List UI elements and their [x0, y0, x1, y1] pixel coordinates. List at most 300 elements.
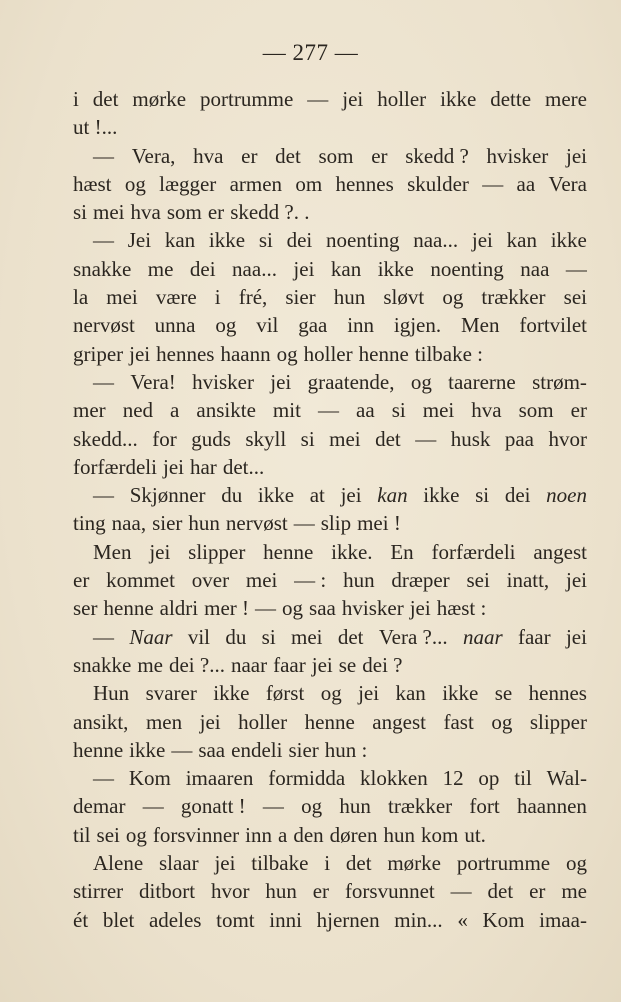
word: op [478, 766, 500, 791]
word: jei [358, 681, 380, 706]
word: jei [129, 341, 151, 366]
word: si [73, 200, 88, 225]
word: — [255, 596, 277, 621]
word: mei [245, 568, 278, 593]
word: hjernen [316, 907, 380, 932]
word: ét [73, 907, 89, 932]
word: Hun [93, 681, 130, 706]
text-line [73, 509, 587, 537]
word: det [375, 426, 401, 451]
word: ikke [442, 681, 479, 706]
word: mere [545, 87, 587, 111]
word: hvisker [341, 596, 404, 621]
word: hæst [73, 171, 112, 196]
word: mer ! [204, 596, 250, 621]
word: er [570, 398, 587, 423]
word: naa... [413, 228, 459, 253]
word: — [93, 483, 114, 508]
word: — [93, 369, 114, 394]
word: hva [471, 398, 502, 423]
word: det [487, 879, 514, 904]
word: hun : [324, 737, 368, 762]
word: — [142, 794, 164, 819]
word: jei [342, 87, 364, 111]
word: døren [329, 822, 378, 847]
word: trækker [388, 794, 453, 819]
word: hva [193, 143, 224, 168]
italic-word: naar [462, 624, 503, 649]
word: Vera [548, 171, 587, 196]
word: dei [189, 256, 216, 281]
word: — [293, 511, 315, 536]
word: skulder [407, 171, 469, 196]
word: først [265, 681, 305, 706]
text-line [73, 623, 587, 651]
word: inni [269, 907, 302, 932]
word: jei [565, 568, 587, 593]
word: En [390, 539, 414, 564]
text-line [73, 226, 587, 254]
word: mer [73, 398, 106, 423]
word: adeles [148, 907, 202, 932]
text-line [73, 651, 587, 679]
word: dræper [391, 568, 450, 593]
word: ser [73, 596, 98, 621]
word: som [166, 200, 202, 225]
word: i [214, 285, 221, 310]
word: henne [103, 596, 154, 621]
word: ikke [213, 681, 250, 706]
word: til [514, 766, 532, 791]
word: — [93, 766, 114, 791]
text-line [73, 679, 587, 707]
word: griper [73, 341, 124, 366]
word: trækker [481, 285, 546, 310]
word: hva [130, 200, 161, 225]
word: henne [73, 737, 124, 762]
word: hæst : [436, 596, 487, 621]
word: slipper [529, 709, 587, 734]
word: faar [273, 652, 306, 677]
word: snakke [73, 256, 132, 281]
word: saa [309, 596, 336, 621]
word: til [73, 822, 91, 847]
word: saa [198, 737, 226, 762]
text-line [73, 311, 587, 339]
word: det [345, 851, 372, 876]
word: inatt, [506, 568, 550, 593]
word: si [300, 426, 315, 451]
word: henne [304, 709, 355, 734]
word: vil [187, 624, 211, 649]
word: hun [343, 568, 375, 593]
word: forsvunnet [344, 879, 435, 904]
text-line [73, 821, 587, 849]
word: mørke [387, 851, 441, 876]
word: har [189, 454, 217, 479]
word: si [258, 228, 273, 253]
word: hun [333, 285, 366, 310]
word: sei [563, 285, 587, 310]
word: dei ? [362, 652, 403, 677]
word: si [391, 398, 406, 423]
word: Alene [93, 851, 144, 876]
word: Men [93, 539, 132, 564]
word: er [73, 568, 90, 593]
word: imaa- [539, 907, 587, 932]
text-line [73, 481, 587, 509]
word: hennes [156, 341, 215, 366]
word: og [276, 341, 298, 366]
word: slaar [158, 851, 199, 876]
word: er [529, 879, 546, 904]
text-line [73, 170, 587, 198]
word: mei [291, 624, 323, 649]
word: henne [263, 539, 314, 564]
word: kan [506, 228, 537, 253]
word: Skjønner [129, 483, 206, 508]
word: guds [191, 426, 231, 451]
word: ut !... [73, 115, 118, 140]
word: fortvilet [519, 313, 587, 338]
word: naar [230, 652, 268, 677]
word: min... [394, 907, 443, 932]
text-line [73, 594, 587, 622]
word: — : [294, 568, 327, 593]
word: hun [383, 822, 415, 847]
word: — [565, 256, 587, 281]
word: og [124, 171, 146, 196]
word: i [73, 87, 79, 111]
word: — [93, 624, 114, 649]
word: la [73, 285, 89, 310]
word: — [307, 87, 329, 111]
word: — [93, 228, 114, 253]
word: skedd ? [405, 143, 469, 168]
word: dei [504, 483, 531, 508]
word: ikke [423, 483, 460, 508]
word: jei [293, 256, 315, 281]
word: nervøst [73, 313, 135, 338]
word: jei [565, 143, 587, 168]
word: ansikte [196, 398, 256, 423]
word: me [147, 256, 174, 281]
word: sløvt [383, 285, 425, 310]
word: — [450, 879, 472, 904]
text-line [73, 425, 587, 453]
word: holler [303, 341, 353, 366]
word: du [225, 624, 247, 649]
word: Wal- [546, 766, 587, 791]
word: den [293, 822, 324, 847]
word: se [494, 681, 513, 706]
word: ikke [550, 228, 587, 253]
word: jei [162, 454, 184, 479]
word: og [215, 313, 237, 338]
word: være [155, 285, 197, 310]
word: om [295, 171, 323, 196]
word: sei [96, 822, 120, 847]
italic-word: kan [377, 483, 408, 508]
word: ikke [208, 228, 246, 253]
word: graatende, [307, 369, 395, 394]
word: angest [533, 539, 587, 564]
word: gonatt ! [180, 794, 246, 819]
text-line [73, 906, 587, 934]
word: men [145, 709, 183, 734]
word: naa, [111, 511, 147, 536]
word: mit [272, 398, 301, 423]
word: Vera, [131, 143, 176, 168]
word: noenting [325, 228, 400, 253]
word: formidda [268, 766, 346, 791]
word: vil [256, 313, 279, 338]
word: klokken [360, 766, 428, 791]
word: sier [285, 285, 316, 310]
word: igjen. [393, 313, 442, 338]
word: — [262, 794, 284, 819]
text-line [73, 283, 587, 311]
word: holler [238, 709, 288, 734]
word: tilbake : [414, 341, 484, 366]
word: Jei [127, 228, 152, 253]
word: a [170, 398, 180, 423]
word: dei [286, 228, 313, 253]
text-line [73, 538, 587, 566]
word: og [282, 596, 304, 621]
word: over [191, 568, 230, 593]
word: portrumme [456, 851, 551, 876]
word: og [491, 709, 513, 734]
word: mei [106, 285, 138, 310]
word: jei [199, 709, 221, 734]
word: skedd... [73, 426, 138, 451]
text-line [73, 113, 587, 141]
word: « [457, 907, 468, 932]
italic-word: noen [546, 483, 587, 508]
word: naa [520, 256, 550, 281]
word: — [482, 171, 504, 196]
text-line [73, 708, 587, 736]
word: ikke [257, 483, 295, 508]
text-line [73, 340, 587, 368]
word: hennes [335, 171, 394, 196]
word: jei [311, 652, 333, 677]
word: som [518, 398, 554, 423]
word: paa [504, 426, 535, 451]
word: holler [377, 87, 427, 111]
word: og [442, 285, 464, 310]
word: se [338, 652, 357, 677]
text-line [73, 396, 587, 424]
word: aa [516, 171, 536, 196]
word: ut. [464, 822, 486, 847]
word: si [261, 624, 276, 649]
word: — [317, 398, 339, 423]
word: er [241, 143, 258, 168]
text-line [73, 566, 587, 594]
word: naa... [232, 256, 277, 281]
word: svarer [145, 681, 197, 706]
word: skedd ?. . [230, 200, 310, 225]
word: jei [214, 851, 236, 876]
word: og [565, 851, 587, 876]
word: ikke [377, 256, 414, 281]
word: blet [102, 907, 135, 932]
word: og [301, 794, 323, 819]
text-line [73, 368, 587, 396]
word: det [337, 624, 364, 649]
word: armen [229, 171, 283, 196]
body-text [73, 85, 587, 934]
word: er [207, 200, 225, 225]
word: hvisker [192, 369, 254, 394]
word: hun [265, 879, 297, 904]
word: endeli [231, 737, 283, 762]
word: kan [164, 228, 196, 253]
word: Vera! [130, 369, 176, 394]
word: er [371, 143, 388, 168]
word: jei [340, 483, 362, 508]
word: og [125, 822, 147, 847]
word: sei [466, 568, 490, 593]
word: forsvinner [152, 822, 240, 847]
word: jei [270, 369, 292, 394]
word: haann [220, 341, 271, 366]
word: jei [565, 624, 587, 649]
text-line [73, 736, 587, 764]
word: kommet [106, 568, 175, 593]
word: sier [288, 737, 319, 762]
word: forfærdeli [73, 454, 157, 479]
word: i [324, 851, 331, 876]
word: inn [245, 822, 272, 847]
word: det [275, 143, 301, 168]
word: slipper [188, 539, 246, 564]
word: sier [152, 511, 183, 536]
word: mei [329, 426, 361, 451]
word: — [171, 737, 193, 762]
word: ditbort [139, 879, 196, 904]
word: hun [339, 794, 371, 819]
word: me [137, 652, 163, 677]
word: forfærdeli [431, 539, 516, 564]
word: fré, [238, 285, 268, 310]
word: henne [358, 341, 409, 366]
word: aldri [159, 596, 199, 621]
word: det... [222, 454, 265, 479]
word: og [410, 369, 432, 394]
word: fort [469, 794, 500, 819]
text-line [73, 198, 587, 226]
word: jei [471, 228, 493, 253]
word: 12 [442, 766, 464, 791]
word: haannen [516, 794, 587, 819]
word: a [278, 822, 288, 847]
word: portrumme [200, 87, 294, 111]
page-number: — 277 — [262, 40, 359, 65]
word: mei ! [357, 511, 401, 536]
word: lægger [159, 171, 217, 196]
word: ting [73, 511, 106, 536]
word: mei [422, 398, 455, 423]
word: noenting [430, 256, 504, 281]
word: angest [372, 709, 426, 734]
word: at [309, 483, 325, 508]
word: kan [330, 256, 362, 281]
text-line [73, 849, 587, 877]
word: hennes [528, 681, 587, 706]
word: du [221, 483, 243, 508]
word: skyll [245, 426, 287, 451]
word: kan [395, 681, 426, 706]
word: hvisker [486, 143, 549, 168]
word: gaa [298, 313, 328, 338]
word: — [415, 426, 437, 451]
word: mei [93, 200, 125, 225]
word: Vera ?... [378, 624, 448, 649]
word: Kom [128, 766, 171, 791]
word: dei ?... [168, 652, 225, 677]
word: si [475, 483, 490, 508]
word: som [318, 143, 354, 168]
word: Kom [482, 907, 525, 932]
word: fast [443, 709, 474, 734]
word: hun [188, 511, 220, 536]
word: stirrer [73, 879, 124, 904]
word: jei [149, 539, 171, 564]
word: imaaren [185, 766, 254, 791]
word: tilbake [251, 851, 309, 876]
word: aa [356, 398, 375, 423]
text-line [73, 764, 587, 792]
text-line [73, 255, 587, 283]
word: unna [154, 313, 196, 338]
word: ikke [129, 737, 166, 762]
word: for [152, 426, 177, 451]
word: ikke [440, 87, 477, 111]
word: dette [490, 87, 532, 111]
word: nervøst [225, 511, 288, 536]
word: ned [122, 398, 154, 423]
word: snakke [73, 652, 132, 677]
text-line [73, 85, 587, 113]
word: hvor [210, 879, 250, 904]
text-line [73, 453, 587, 481]
word: me [561, 879, 587, 904]
word: ikke. [331, 539, 373, 564]
italic-word: Naar [129, 624, 173, 649]
word: husk [450, 426, 491, 451]
word: jei [409, 596, 431, 621]
word: og [320, 681, 342, 706]
word: — [93, 143, 114, 168]
word: faar [517, 624, 551, 649]
word: mørke [132, 87, 187, 111]
word: hvor [548, 426, 587, 451]
word: strøm- [532, 369, 587, 394]
text-line [73, 877, 587, 905]
word: tomt [216, 907, 255, 932]
word: demar [73, 794, 126, 819]
text-line [73, 142, 587, 170]
word: inn [347, 313, 375, 338]
text-line [73, 792, 587, 820]
word: er [312, 879, 330, 904]
word: det [92, 87, 119, 111]
word: ansikt, [73, 709, 129, 734]
word: slip [320, 511, 352, 536]
